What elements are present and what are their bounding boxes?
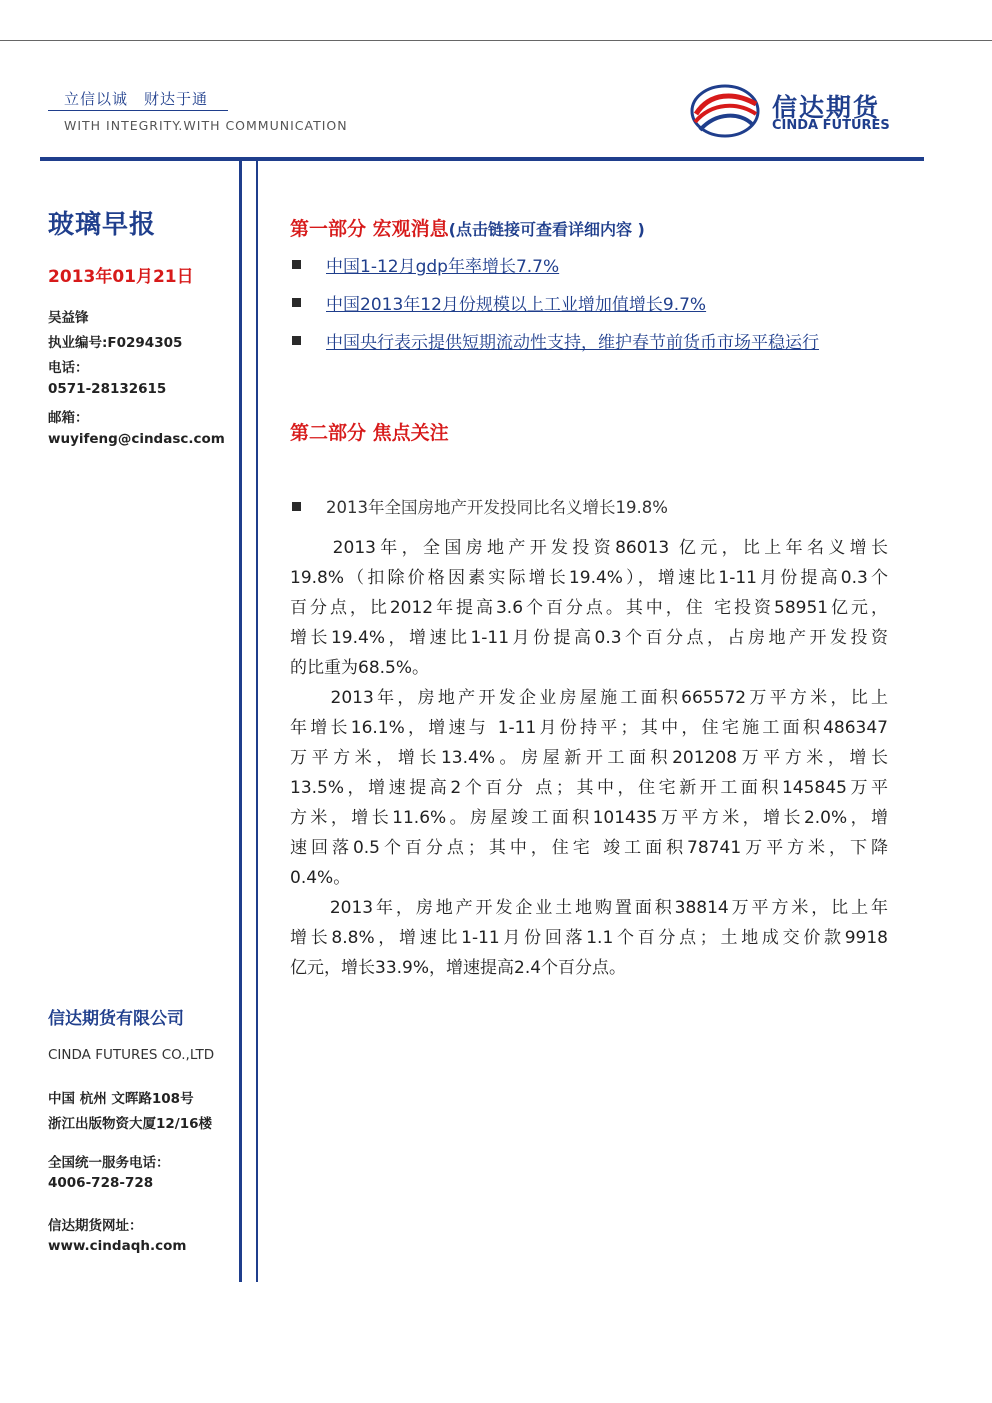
section1-title: 第一部分 宏观消息: [290, 218, 449, 240]
logo-text-cn: 信达期货: [772, 93, 881, 122]
slogan-cn: 立信以诚 财达于通: [64, 90, 209, 108]
news-link-3[interactable]: 中国央行表示提供短期流动性支持，维护春节前货币市场平稳运行: [326, 333, 819, 353]
bullet-square-icon: [292, 298, 301, 307]
slogan-en: WITH INTEGRITY.WITH COMMUNICATION: [64, 118, 348, 133]
paragraph-line: 亿元，增长33.9%，增速提高2.4个百分点。: [290, 958, 627, 978]
top-rule: [0, 40, 992, 41]
paragraph-line: 19.8%（扣除价格因素实际增长19.4%），增速比1-11月份提高0.3个: [290, 568, 888, 588]
paragraph-line: 2013年，全国房地产开发投资86013 亿元，比上年名义增长: [290, 538, 888, 558]
paragraph-line: 增长8.8%，增速比1-11月份回落1.1个百分点；土地成交价款9918: [290, 928, 888, 948]
paragraph-line: 0.4%。: [290, 868, 351, 888]
paragraph-line: 增长19.4%，增速比1-11月份提高0.3个百分点，占房地产开发投资: [290, 628, 888, 648]
focus-title: 2013年全国房地产开发投同比名义增长19.8%: [326, 498, 668, 517]
hotline-label: 全国统一服务电话：: [48, 1155, 170, 1171]
hotline-number: 4006-728-728: [48, 1175, 154, 1191]
paragraph-line: 万平方米，增长13.4%。房屋新开工面积201208万平方米，增长: [290, 748, 888, 768]
phone-label: 电话：: [48, 360, 89, 376]
paragraph-line: 的比重为68.5%。: [290, 658, 430, 678]
paragraph-line: 速回落0.5个百分点；其中，住宅 竣工面积78741万平方米，下降: [290, 838, 888, 858]
bullet-square-icon: [292, 336, 301, 345]
section1-heading: [290, 214, 645, 241]
cinda-logo-icon: [690, 84, 760, 138]
paragraph-line: 2013年，房地产开发企业房屋施工面积665572万平方米，比上: [290, 688, 888, 708]
license-number: 执业编号:F0294305: [48, 335, 183, 351]
bullet-square-icon: [292, 502, 301, 511]
paragraph-line: 年增长16.1%，增速与 1-11月份持平；其中，住宅施工面积486347: [290, 718, 888, 738]
company-name-en: CINDA FUTURES CO.,LTD: [48, 1047, 215, 1063]
column-divider: [239, 157, 242, 1282]
logo-text-en: CINDA FUTURES: [772, 118, 890, 133]
phone-number: 0571-28132615: [48, 381, 167, 397]
bullet-square-icon: [292, 260, 301, 269]
website-link[interactable]: www.cindaqh.com: [48, 1238, 187, 1254]
paragraph-line: 百分点，比2012年提高3.6个百分点。其中，住 宅投资58951亿元，: [290, 598, 888, 618]
analyst-name: 吴益锋: [48, 310, 89, 326]
website-label: 信达期货网址：: [48, 1218, 143, 1234]
news-link-1[interactable]: 中国1-12月gdp年率增长7.7%: [326, 257, 560, 277]
report-date: 2013年01月21日: [48, 267, 194, 287]
slogan-underline: [48, 110, 228, 111]
paragraph-line: 方米，增长11.6%。房屋竣工面积101435万平方米，增长2.0%，增: [290, 808, 888, 828]
column-divider-inner: [256, 157, 258, 1282]
header-divider: [40, 157, 924, 161]
section2-title: 第二部分 焦点关注: [290, 422, 449, 444]
section1-note: (点击链接可查看详细内容 ): [448, 220, 645, 239]
paragraph-line: 13.5%，增速提高2个百分 点；其中，住宅新开工面积145845万平: [290, 778, 888, 798]
paragraph-line: 2013年，房地产开发企业土地购置面积38814万平方米，比上年: [290, 898, 888, 918]
email-address[interactable]: wuyifeng@cindasc.com: [48, 431, 225, 447]
report-title: 玻璃早报: [48, 210, 157, 240]
news-link-2[interactable]: 中国2013年12月份规模以上工业增加值增长9.7%: [326, 295, 707, 315]
company-name-cn: 信达期货有限公司: [48, 1009, 184, 1029]
email-label: 邮箱：: [48, 410, 89, 426]
address-line-1: 中国 杭州 文晖路108号: [48, 1091, 194, 1107]
address-line-2: 浙江出版物资大厦12/16楼: [48, 1116, 213, 1132]
